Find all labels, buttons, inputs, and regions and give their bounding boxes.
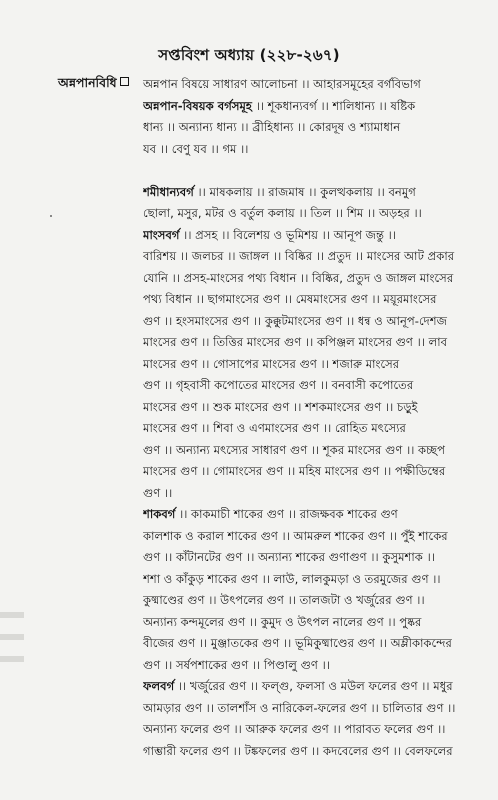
line-text: অন্যান্য ফলের গুণ ।। আরুক ফলের গুণ ।। পারাবত ফলের গুণ ।। [143, 722, 446, 736]
text-line [143, 418, 473, 440]
text-line [143, 655, 473, 677]
line-text: যোনি ।। প্রসহ-মাংসের পথ্য বিধান ।। বিষ্কির, প্রতুদ ও জাঙ্গল মাংসের [143, 270, 454, 285]
text-line [143, 332, 473, 354]
speck-mark [50, 215, 52, 217]
line-text: শশা ও কাঁকুড় শাকের গুণ ।। লাউ, লালকুমড়া ও তরমুজের গুণ ।। [143, 571, 441, 586]
text-line [143, 461, 473, 483]
text-line [143, 504, 473, 526]
text-line [143, 311, 473, 333]
margin-heading [58, 75, 129, 95]
text-line [143, 203, 473, 225]
line-text: ।। কাকমাচী শাকের গুণ ।। রাজক্ষবক শাকের গুণ [175, 507, 398, 521]
text-line [143, 547, 473, 569]
line-text: কুষ্মাণ্ডের গুণ ।। উৎপলের গুণ ।। তালজটা ও খর্জুরের গুণ ।। [143, 593, 425, 607]
text-line [143, 526, 473, 548]
line-text: কালশাক ও করাল শাকের গুণ ।। আমরুল শাকের গুণ ।। পুঁই শাকের [143, 528, 448, 543]
line-text: গুণ ।। অন্যান্য মৎস্যের সাধারণ গুণ ।। শূকর মাংসের গুণ ।। কচ্ছপ [143, 442, 446, 457]
text-line [143, 182, 473, 204]
line-text: বারিশয় ।। জলচর ।। জাঙ্গল ।। বিষ্কির ।। প্রতুদ ।। মাংসের আট প্রকার [143, 249, 455, 263]
line-text: আমড়ার গুণ ।। তালশাঁস ও নারিকেল-ফলের গুণ ।। চালিতার গুণ ।। [143, 700, 456, 715]
text-line [143, 268, 473, 290]
edge-shadow [0, 656, 24, 662]
line-text: গাম্ভারী ফলের গুণ ।। টঙ্কফলের গুণ ।। কদবেলের গুণ ।। বেলফলের [143, 743, 453, 758]
text-line [143, 633, 473, 655]
text-line [143, 719, 473, 741]
line-text: মাংসের গুণ ।। শুক মাংসের গুণ ।। শশকমাংসের গুণ ।। চড়ুই [143, 399, 418, 414]
section-heading: শাকবর্গ [143, 507, 176, 521]
text-line [143, 741, 473, 763]
line-text: গুণ ।। সর্ষপশাকের গুণ ।। পিণ্ডালু গুণ ।। [143, 657, 330, 672]
line-text: ।। খর্জুরের গুণ ।। ফল্গু, ফলসা ও মউল ফলের গুণ ।। মধুর [174, 679, 453, 693]
blank-line [143, 160, 473, 182]
line-text: পথ্য বিধান ।। ছাগমাংসের গুণ ।। মেষমাংসের গুণ ।। ময়ূরমাংসের [143, 292, 437, 306]
edge-shadow [0, 634, 24, 640]
line-text: গুণ ।। হংসমাংসের গুণ ।। কুক্কুটমাংসের গুণ ।। ধন্ব ও আনূপ-দেশজ [143, 313, 447, 328]
line-text: অন্নপান বিষয়ে সাধারণ আলোচনা ।। আহারসমূহের বর্গবিভাগ [143, 77, 421, 91]
text-line [143, 569, 473, 591]
section-heading: মাংসবর্গ [143, 227, 180, 242]
contents-body [143, 74, 473, 762]
text-line [143, 74, 473, 96]
text-line [143, 96, 473, 118]
text-line [143, 289, 473, 311]
text-line [143, 117, 473, 139]
edge-shadow [0, 612, 24, 618]
text-line [143, 612, 473, 634]
square-bullet-icon [120, 77, 129, 86]
text-line [143, 375, 473, 397]
line-text: ।। শূকধান্যবর্গ ।। শালিধান্য ।। ষষ্টিক [252, 98, 416, 113]
line-text: ধান্য ।। অন্যান্য ধান্য ।। ব্রীহিধান্য ।। কোরদূষ ও শ্যামাধান [143, 120, 401, 134]
line-text: বীজের গুণ ।। মুঞ্জাতকের গুণ ।। ভূমিকুষ্মাণ্ডের গুণ ।। অম্লীকাকন্দের [143, 636, 452, 650]
line-text: ।। মাষকলায় ।। রাজমাষ ।। কুলত্থকলায় ।। বনমুগ [193, 184, 416, 199]
text-line [143, 354, 473, 376]
line-text: মাংসের গুণ ।। গোমাংসের গুণ ।। মহিষ মাংসের গুণ ।। পক্ষীডিম্বের [143, 464, 446, 478]
line-text: মাংসের গুণ ।। তিত্তির মাংসের গুণ ।। কপিঞ্জল মাংসের গুণ ।। লাব [143, 335, 448, 349]
line-text: মাংসের গুণ ।। গোসাপের মাংসের গুণ ।। শজারু মাংসের [143, 356, 400, 371]
text-line [143, 139, 473, 161]
text-line [143, 397, 473, 419]
chapter-title: সপ্তবিংশ অধ্যায় (২২৮-২৬৭) [158, 46, 340, 64]
section-heading: ফলবর্গ [143, 679, 175, 693]
text-line [143, 440, 473, 462]
line-text: যব ।। বেণু যব ।। গম ।। [143, 141, 249, 156]
line-text: অন্যান্য কন্দমূলের গুণ ।। কুমুদ ও উৎপল নালের গুণ ।। পুষ্কর [143, 614, 422, 629]
section-heading: শমীধান্যবর্গ [143, 184, 194, 199]
text-line [143, 225, 473, 247]
line-text: ছোলা, মসুর, মটর ও বর্তুল কলায় ।। তিল ।। শিম ।। অড়হর ।। [143, 206, 422, 220]
line-text: গুণ ।। গৃহবাসী কপোতের মাংসের গুণ ।। বনবাসী কপোতের [143, 378, 414, 392]
text-line [143, 676, 473, 698]
margin-heading-text: অন্নপানবিধি [58, 75, 117, 90]
line-text: মাংসের গুণ ।। শিবা ও এণমাংসের গুণ ।। রোহিত মৎস্যের [143, 421, 406, 435]
text-line [143, 698, 473, 720]
text-line [143, 246, 473, 268]
section-heading: অন্নপান-বিষয়ক বর্গসমূহ [143, 98, 253, 113]
text-line [143, 483, 473, 505]
line-text: গুণ ।। কাঁটানটের গুণ ।। অন্যান্য শাকের গুণাগুণ ।। কুসুমশাক ।। [143, 550, 435, 564]
text-line [143, 590, 473, 612]
line-text: গুণ ।। [143, 485, 173, 500]
line-text: ।। প্রসহ ।। বিলেশয় ও ভূমিশয় ।। আনূপ জন্তু ।। [179, 227, 396, 242]
